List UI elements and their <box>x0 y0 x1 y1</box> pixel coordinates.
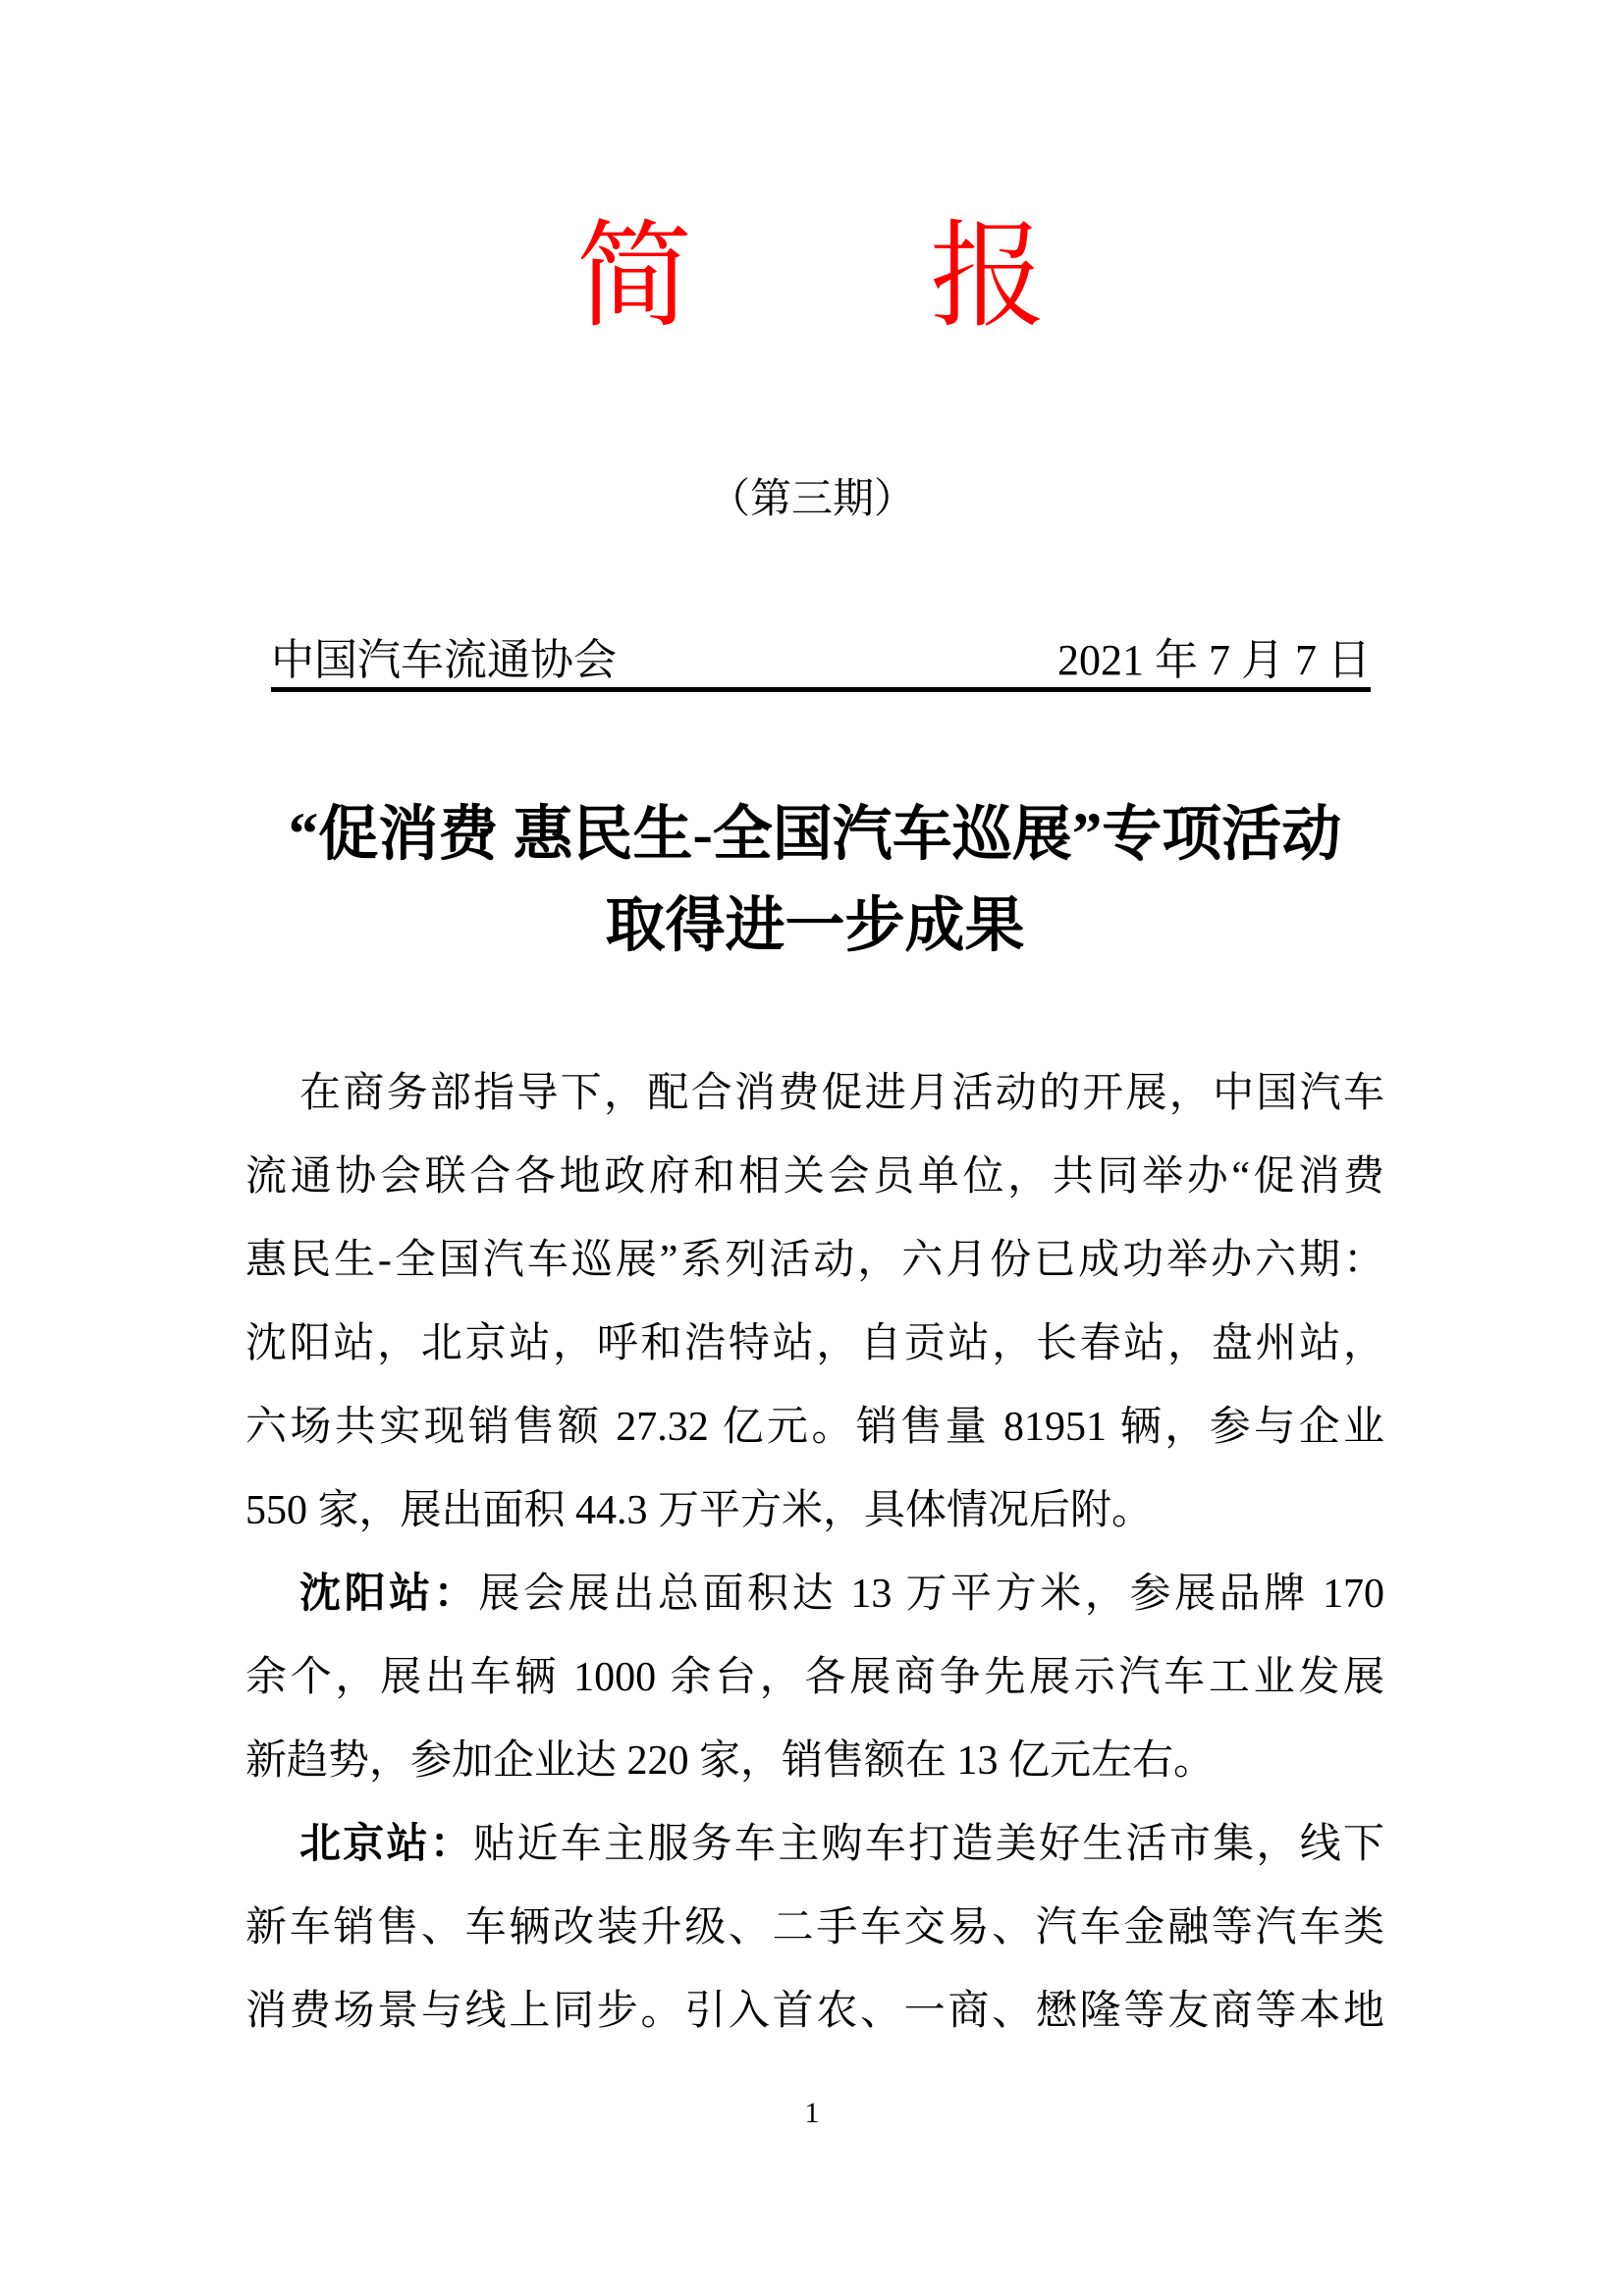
body-line <box>245 1219 1384 1303</box>
body-line <box>245 1553 1384 1636</box>
body-line <box>245 1469 1384 1553</box>
publish-date: 2021 年 7 月 7 日 <box>1057 636 1371 684</box>
body-line-text: 六场共实现销售额 27.32 亿元。销售量 81951 辆，参与企业 <box>245 1405 1384 1450</box>
body-line <box>245 1970 1384 2054</box>
body-line <box>245 1636 1384 1720</box>
body-line-text: 余个，展出车辆 1000 余台，各展商争先展示汽车工业发展 <box>245 1655 1384 1700</box>
body-line <box>245 1303 1384 1386</box>
body-line <box>245 1136 1384 1219</box>
body-line-text: 惠民生-全国汽车巡展”系列活动，六月份已成功举办六期： <box>245 1238 1384 1283</box>
body-line-text: 550 家，展出面积 44.3 万平方米，具体情况后附。 <box>245 1488 1154 1533</box>
headline <box>245 789 1384 972</box>
organization-name: 中国汽车流通协会 <box>271 636 617 684</box>
body-line-text: 在商务部指导下，配合消费促进月活动的开展，中国汽车 <box>299 1071 1384 1116</box>
body-line-text: 消费场景与线上同步。引入首农、一商、懋隆等友商等本地 <box>245 1989 1384 2034</box>
body-line <box>245 1720 1384 1803</box>
document-title: 简 报 <box>575 213 1048 342</box>
body-line <box>245 1887 1384 1970</box>
issue-number: （第三期） <box>708 477 915 522</box>
body-line <box>245 1803 1384 1887</box>
body-line <box>245 1386 1384 1469</box>
headline-line-1: “促消费 惠民生-全国汽车巡展”专项活动 <box>288 802 1342 868</box>
station-label-beijing: 北京站： <box>299 1822 474 1867</box>
body-line-text: 流通协会联合各地政府和相关会员单位，共同举办“促消费 <box>245 1154 1384 1200</box>
station-label-shenyang: 沈阳站： <box>299 1572 479 1617</box>
body-line-text: 展会展出总面积达 13 万平方米，参展品牌 170 <box>478 1572 1384 1617</box>
meta-row <box>271 638 1371 683</box>
header-divider-rule <box>271 687 1371 692</box>
body-line-text: 新趋势，参加企业达 220 家，销售额在 13 亿元左右。 <box>245 1738 1216 1784</box>
headline-line-2: 取得进一步成果 <box>605 893 1025 959</box>
body-line-text: 贴近车主服务车主购车打造美好生活市集，线下 <box>473 1822 1384 1867</box>
body-line-text: 沈阳站，北京站，呼和浩特站，自贡站，长春站，盘州站， <box>245 1321 1384 1366</box>
body-line-text: 新车销售、车辆改装升级、二手车交易、汽车金融等汽车类 <box>245 1905 1384 1950</box>
page-number: 1 <box>804 2097 820 2129</box>
body-text <box>245 1052 1384 2054</box>
body-line <box>245 1052 1384 1136</box>
